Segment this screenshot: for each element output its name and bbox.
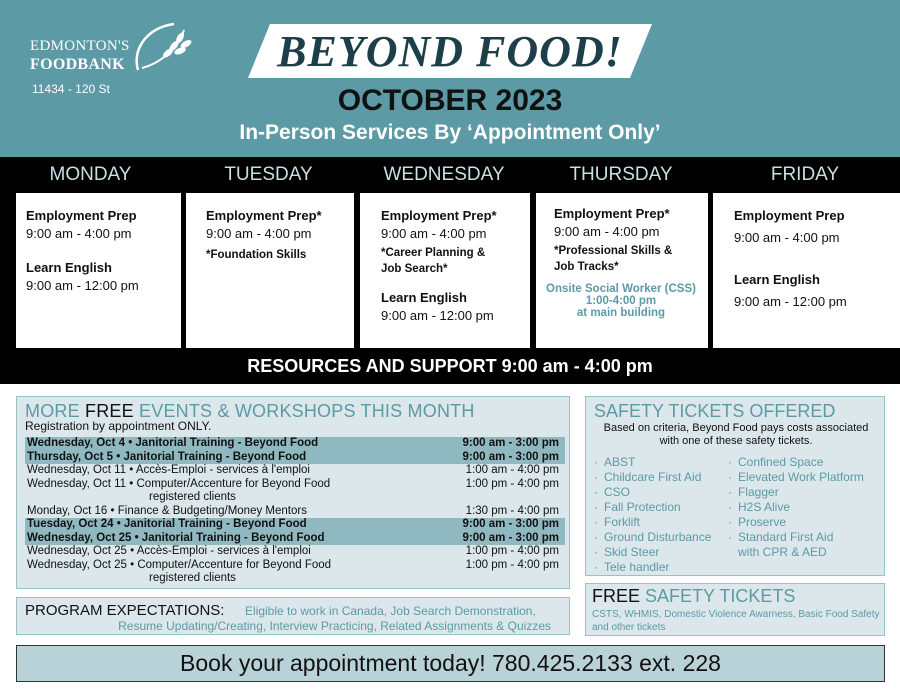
event-row: [25, 451, 565, 465]
event-description: [25, 545, 443, 559]
event-time: 9:00 am - 3:00 pm: [462, 437, 559, 449]
program-name: Employment Prep: [26, 208, 137, 223]
desc-line: Based on criteria, Beyond Food pays costs associated: [603, 422, 869, 434]
beyond-food-logo: [248, 22, 652, 80]
program-name: Employment Prep*: [381, 208, 497, 223]
safety-ticket-item: · Standard First Aid: [728, 530, 864, 545]
wheat-icon: [128, 20, 198, 76]
program-note: *Foundation Skills: [206, 249, 307, 261]
free-tickets-description: CSTS, WHMIS, Domestic Violence Awarness, Basic Food Safety and other tickets: [592, 609, 880, 633]
program-note: *Career Planning &: [381, 247, 486, 259]
day-column-thursday: [532, 157, 710, 348]
day-column-monday: [0, 157, 181, 348]
program-name: Learn English: [26, 260, 112, 275]
ticket-list-col1: [594, 455, 711, 575]
event-row: [25, 518, 565, 532]
title-free: FREE: [85, 401, 134, 421]
program-time: 9:00 am - 4:00 pm: [381, 226, 487, 241]
social-worker-note: [540, 283, 702, 319]
event-description: [25, 518, 443, 532]
day-body: [713, 193, 900, 348]
event-time: 1:00 pm - 4:00 pm: [465, 545, 559, 557]
events-panel: [16, 396, 570, 589]
event-description: [25, 478, 443, 505]
title-part: SAFETY TICKETS: [640, 586, 796, 606]
event-time: 9:00 am - 3:00 pm: [462, 450, 559, 463]
brand-title: BEYOND FOOD!: [277, 27, 623, 76]
event-description: [25, 532, 443, 546]
event-row: [25, 505, 565, 519]
event-description: [25, 464, 443, 478]
program-name: Learn English: [381, 290, 467, 305]
safety-ticket-item: · Forklift: [594, 515, 711, 530]
title-part: MORE: [25, 401, 86, 421]
header-banner: [0, 0, 900, 157]
event-line: Monday, Oct 16 • Finance & Budgeting/Money Mentors: [27, 504, 307, 517]
logo-line1: EDMONTON'S: [30, 38, 130, 54]
safety-ticket-item: · Ground Disturbance: [594, 530, 711, 545]
logo-line2: FOODBANK: [30, 56, 125, 73]
book-appointment-banner: Book your appointment today! 780.425.2133 ext. 228: [16, 645, 885, 682]
program-time: 9:00 am - 12:00 pm: [381, 308, 494, 323]
event-row: [25, 464, 565, 478]
event-description: [25, 505, 443, 519]
safety-ticket-item: · CSO: [594, 485, 711, 500]
event-line: Wednesday, Oct 11 • Accès-Emploi - services à l'emploi: [27, 464, 310, 476]
event-line: Wednesday, Oct 4 • Janitorial Training - Beyond Food: [27, 437, 319, 449]
event-line: Wednesday, Oct 25 • Accès-Emploi - services à l'emploi: [27, 545, 311, 557]
event-row: [25, 559, 565, 586]
safety-ticket-item: · Proserve: [728, 515, 864, 530]
day-header: TUESDAY: [224, 164, 313, 185]
event-line: Wednesday, Oct 11 • Computer/Accenture for Beyond Food: [27, 477, 331, 490]
day-header: MONDAY: [49, 164, 132, 185]
event-row: [25, 478, 565, 505]
safety-ticket-item: with CPR & AED: [738, 545, 827, 559]
day-body: [186, 193, 354, 348]
event-time: 9:00 am - 3:00 pm: [462, 518, 559, 530]
event-time: 1:30 pm - 4:00 pm: [465, 504, 559, 517]
program-time: 9:00 am - 4:00 pm: [26, 226, 132, 241]
css-line: Onsite Social Worker (CSS): [546, 283, 696, 295]
expectations-line2: Resume Updating/Creating, Interview Practicing, Related Assignments & Quizzes: [118, 619, 551, 633]
event-list: [25, 437, 565, 586]
safety-tickets-panel: [585, 396, 885, 576]
safety-title: SAFETY TICKETS OFFERED: [594, 401, 836, 421]
event-line: registered clients: [149, 572, 236, 584]
program-note: *Professional Skills &: [554, 245, 673, 257]
month-title: OCTOBER 2023: [337, 84, 563, 117]
safety-ticket-item: · Tele handler: [594, 560, 711, 575]
program-time: 9:00 am - 4:00 pm: [206, 226, 312, 241]
event-description: [25, 451, 443, 465]
expectations-label: PROGRAM EXPECTATIONS:: [25, 602, 225, 619]
title-part: EVENTS & WORKSHOPS THIS MONTH: [133, 401, 475, 421]
safety-ticket-item: · Confined Space: [728, 455, 864, 470]
css-line: at main building: [576, 307, 666, 319]
day-column-friday: [710, 157, 900, 348]
safety-ticket-item: · Skid Steer: [594, 545, 711, 560]
event-line: Thursday, Oct 5 • Janitorial Training - Beyond Food: [27, 450, 307, 463]
day-body: [536, 193, 708, 348]
program-time: 9:00 am - 12:00 pm: [26, 278, 139, 293]
event-line: Wednesday, Oct 25 • Janitorial Training - Beyond Food: [27, 531, 325, 544]
day-body: [16, 193, 181, 348]
event-description: [25, 559, 443, 586]
resources-banner: RESOURCES AND SUPPORT 9:00 am - 4:00 pm: [0, 348, 900, 384]
event-line: registered clients: [149, 491, 236, 503]
day-header: WEDNESDAY: [383, 164, 505, 185]
free-tickets-title: [592, 586, 795, 607]
day-column-wednesday: [356, 157, 532, 348]
safety-ticket-item: · Flagger: [728, 485, 864, 500]
event-line: Tuesday, Oct 24 • Janitorial Training - Beyond Food: [27, 518, 307, 530]
event-row: [25, 532, 565, 546]
title-free: FREE: [592, 586, 641, 606]
program-note: Job Search*: [381, 263, 448, 275]
desc-line: with one of these safety tickets.: [659, 435, 813, 447]
safety-ticket-item: · Elevated Work Platform: [728, 470, 864, 485]
page-subtitle: In-Person Services By ‘Appointment Only’: [239, 121, 661, 144]
safety-ticket-item: · Fall Protection: [594, 500, 711, 515]
day-header: FRIDAY: [770, 164, 840, 185]
expectations-line1: Eligible to work in Canada, Job Search Demonstration,: [245, 604, 536, 618]
program-name: Learn English: [734, 272, 820, 287]
program-time: 9:00 am - 12:00 pm: [734, 294, 847, 309]
program-time: 9:00 am - 4:00 pm: [734, 230, 840, 245]
day-body: [360, 193, 530, 348]
safety-ticket-item: · ABST: [594, 455, 711, 470]
safety-ticket-item: · Childcare First Aid: [594, 470, 711, 485]
event-description: [25, 437, 443, 451]
program-expectations: [16, 597, 570, 635]
events-note: Registration by appointment ONLY.: [25, 419, 212, 433]
event-time: 9:00 am - 3:00 pm: [462, 531, 559, 544]
day-column-tuesday: [181, 157, 356, 348]
program-time: 9:00 am - 4:00 pm: [554, 224, 660, 239]
program-note: Job Tracks*: [554, 261, 619, 273]
address: 11434 - 120 St: [32, 82, 110, 96]
event-line: Wednesday, Oct 25 • Computer/Accenture for Beyond Food: [27, 558, 332, 571]
event-time: 1:00 am - 4:00 pm: [465, 464, 559, 476]
event-time: 1:00 pm - 4:00 pm: [465, 477, 559, 490]
weekly-schedule: [0, 157, 900, 348]
safety-description: [586, 422, 886, 448]
program-name: Employment Prep*: [206, 208, 322, 223]
program-name: Employment Prep: [734, 208, 845, 223]
program-name: Employment Prep*: [554, 206, 670, 221]
safety-ticket-item: · H2S Alive: [728, 500, 864, 515]
event-row: [25, 545, 565, 559]
free-tickets-panel: [585, 583, 885, 636]
css-line: 1:00-4:00 pm: [585, 295, 657, 307]
ticket-list-col2: [728, 455, 864, 560]
event-time: 1:00 pm - 4:00 pm: [465, 558, 559, 571]
day-header: THURSDAY: [569, 164, 673, 185]
event-row: [25, 437, 565, 451]
